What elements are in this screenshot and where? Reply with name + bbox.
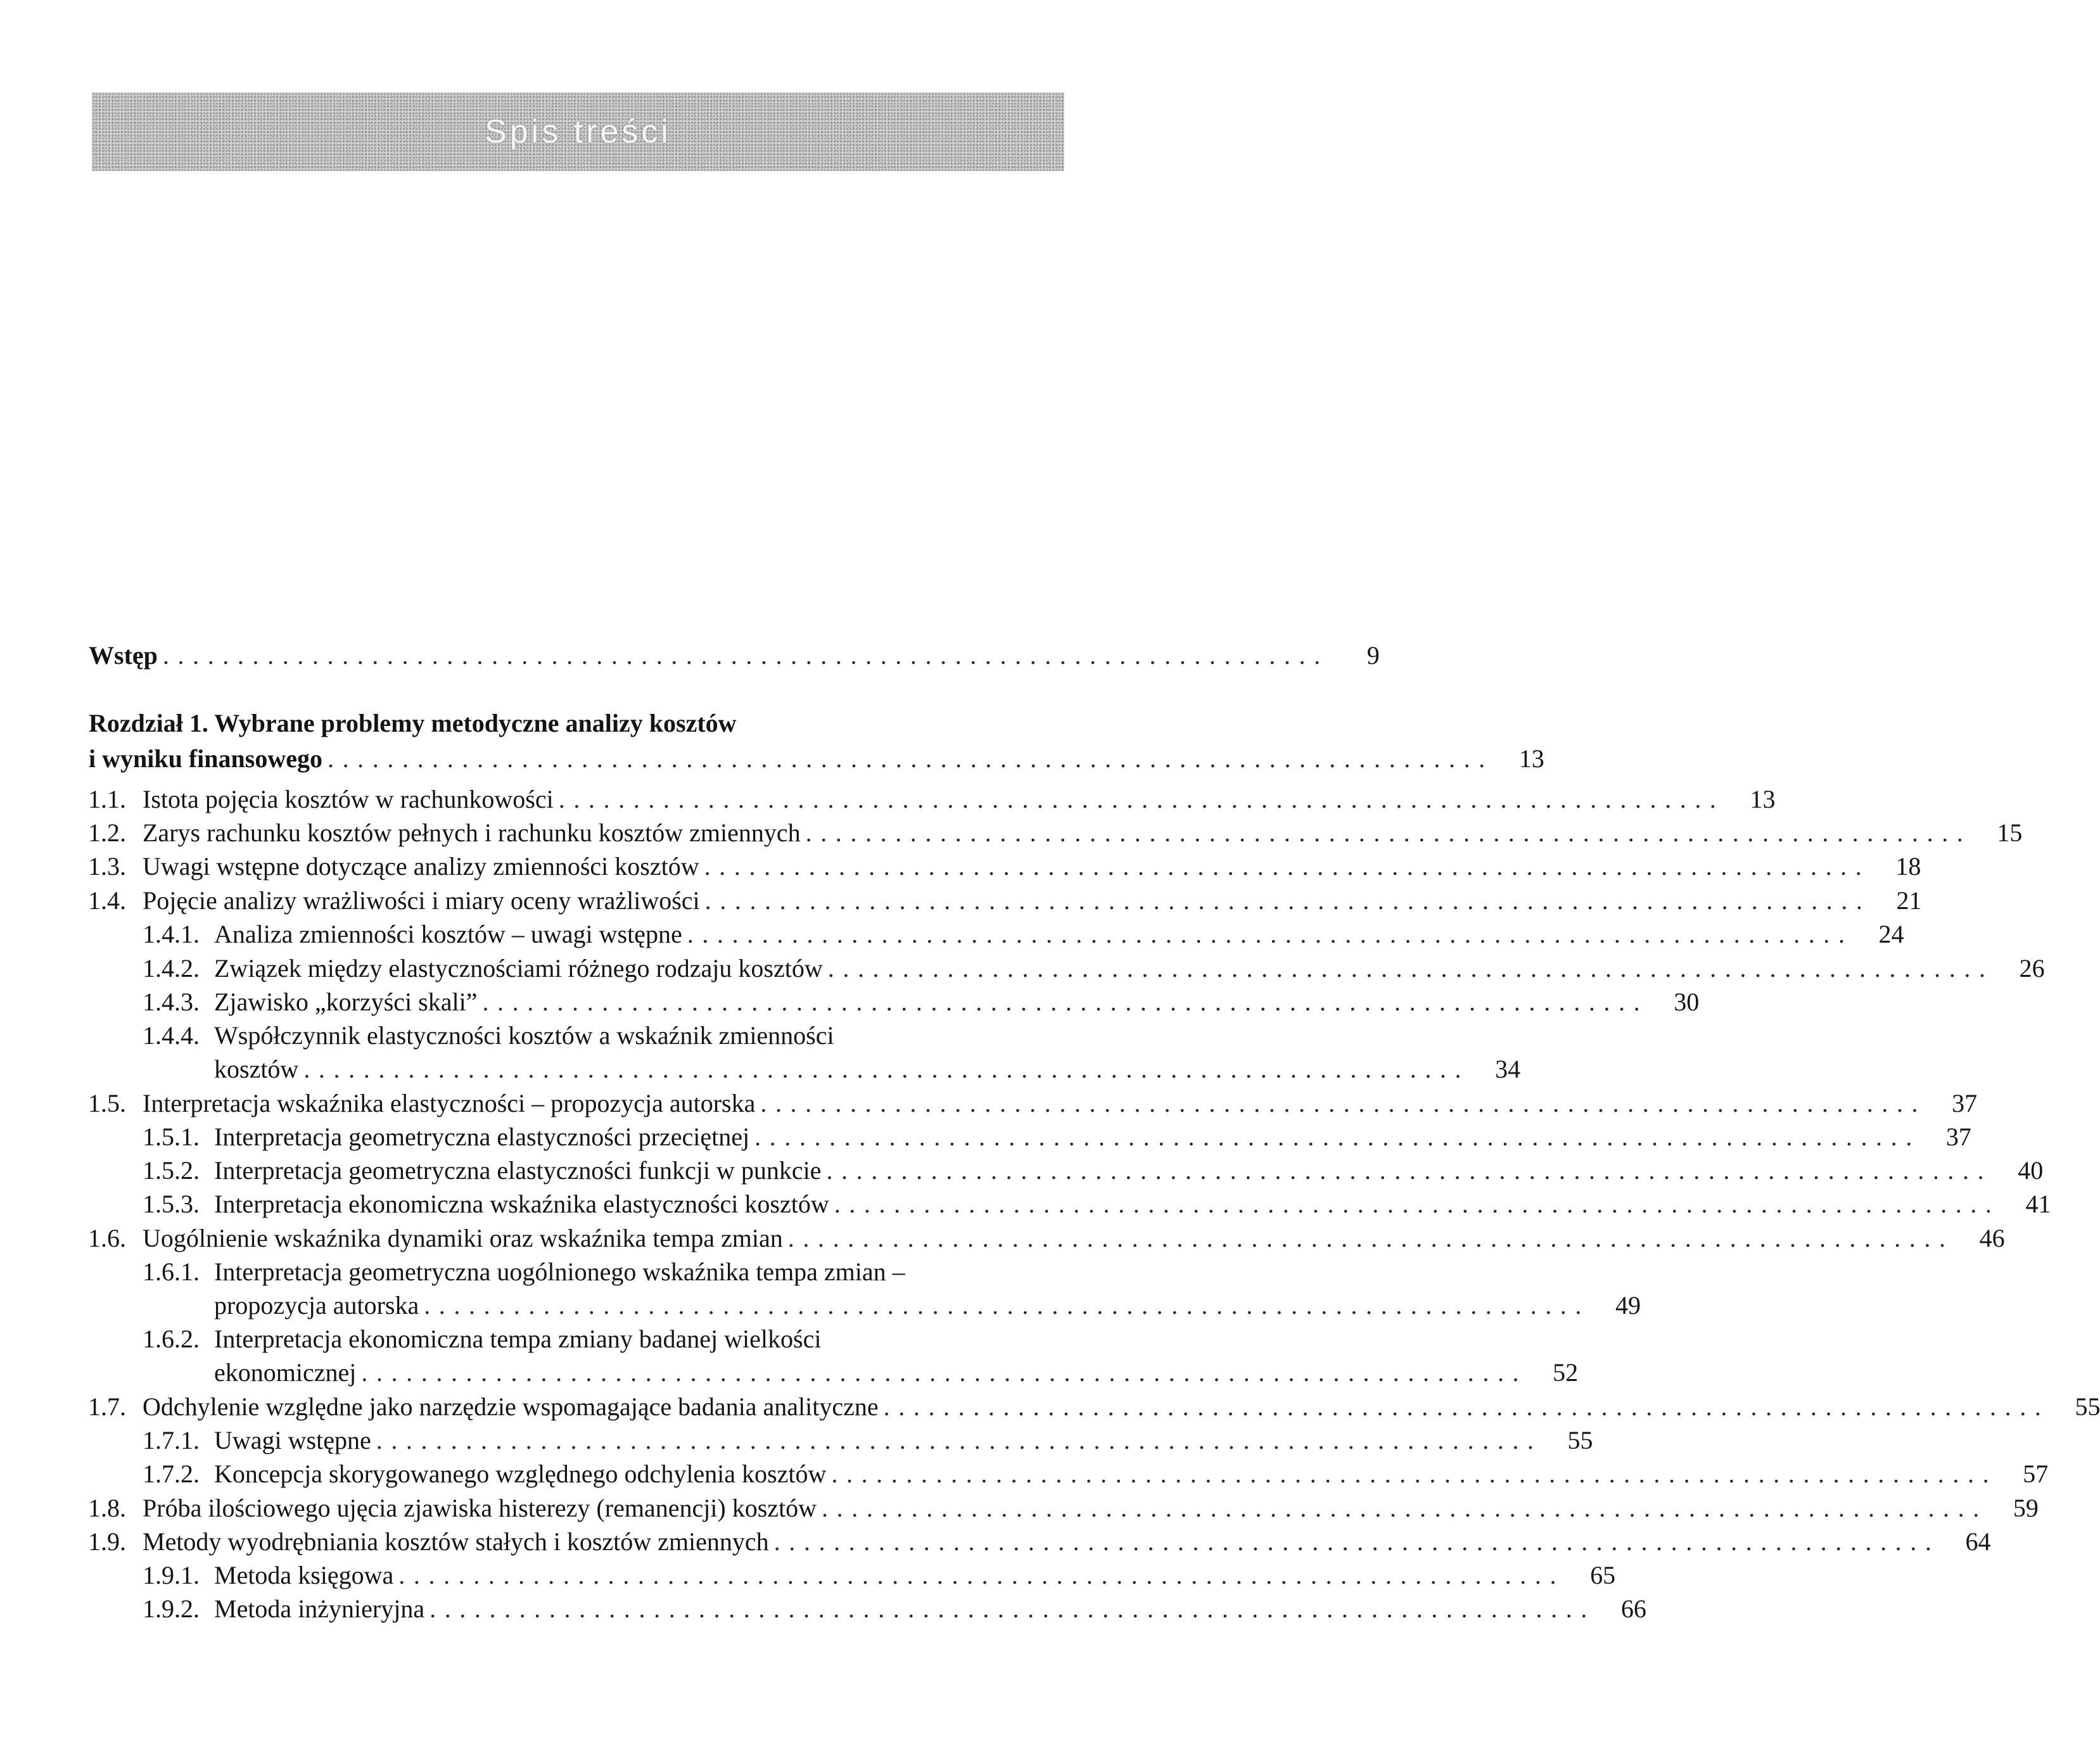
dot-leader: .............................................................................. (787, 1224, 1954, 1252)
chapter-title-line-2: i wyniku finansowego (89, 744, 322, 773)
toc-section-number: 1.6.2. (143, 1325, 200, 1353)
toc-page-number: 55 (1567, 1426, 1593, 1454)
toc-entry-1-5-3[interactable] (143, 1188, 2051, 1221)
toc-page-number: 64 (1965, 1527, 1991, 1556)
toc-section-number: 1.7.1. (143, 1426, 200, 1454)
toc-entry-title: propozycja autorska (214, 1291, 419, 1320)
toc-page-number: 37 (1945, 1123, 1971, 1151)
toc-section-number: 1.7. (88, 1392, 126, 1421)
dot-leader: .............................................................................. (424, 1291, 1591, 1320)
toc-entry-title: Analiza zmienności kosztów – uwagi wstępne (214, 920, 682, 948)
chapter-label: Rozdział 1. (89, 709, 208, 737)
toc-section-number: 1.5. (88, 1089, 126, 1117)
toc-entry-title: Interpretacja ekonomiczna wskaźnika elastyczności kosztów (214, 1190, 829, 1218)
toc-section-number: 1.1. (88, 785, 126, 813)
toc-page-number: 21 (1896, 886, 1922, 915)
toc-page-number: 40 (2018, 1156, 2044, 1185)
toc-entry-title-line-1: Interpretacja ekonomiczna tempa zmiany badanej wielkości (214, 1325, 822, 1353)
toc-page-number: 59 (2013, 1494, 2039, 1522)
toc-entry-1-6-2[interactable] (214, 1356, 1579, 1389)
toc-entry-1-7-1[interactable] (143, 1424, 1593, 1457)
contents-title: Spis treści (485, 113, 671, 150)
toc-section-number: 1.2. (88, 818, 126, 847)
toc-section-number: 1.8. (88, 1494, 126, 1522)
toc-section-number: 1.6.1. (143, 1257, 200, 1286)
toc-entry-intro[interactable] (89, 639, 1380, 672)
toc-page-number: 49 (1615, 1291, 1641, 1320)
toc-entry-title: Istota pojęcia kosztów w rachunkowości (143, 785, 554, 813)
dot-leader: .............................................................................. (327, 744, 1494, 773)
dot-leader: .............................................................................. (827, 954, 1994, 983)
toc-entry-title-line-1: Interpretacja geometryczna uogólnionego wskaźnika tempa zmian – (214, 1257, 905, 1286)
toc-entry-title: Zarys rachunku kosztów pełnych i rachunku kosztów zmiennych (143, 818, 801, 847)
toc-section-number: 1.4.2. (143, 954, 200, 983)
toc-page-number: 55 (2075, 1392, 2100, 1421)
toc-entry-title: Interpretacja geometryczna elastyczności funkcji w punkcie (214, 1156, 822, 1185)
toc-entry-1-6-2-line-1[interactable] (143, 1323, 822, 1356)
toc-page-number: 24 (1878, 920, 1904, 948)
toc-entry-1-7-2[interactable] (143, 1458, 2049, 1491)
dot-leader: .............................................................................. (430, 1594, 1596, 1623)
toc-entry-1-4-2[interactable] (143, 952, 2045, 985)
toc-entry-1-4-4[interactable] (214, 1053, 1521, 1086)
toc-entry-title: Uwagi wstępne dotyczące analizy zmienności kosztów (143, 852, 699, 881)
dot-leader: .............................................................................. (883, 1392, 2050, 1421)
toc-section-number: 1.4.4. (143, 1021, 200, 1050)
toc-entry-title: Wstęp (89, 641, 158, 670)
toc-entry-title: Próba ilościowego ujęcia zjawiska histerezy (remanencji) kosztów (143, 1494, 817, 1522)
toc-entry-title: Metoda inżynieryjna (214, 1594, 425, 1623)
toc-section-number: 1.4. (88, 886, 126, 915)
toc-entry-1-9-1[interactable] (143, 1559, 1616, 1592)
toc-entry-title-line-1: Współczynnik elastyczności kosztów a wskaźnik zmienności (214, 1021, 834, 1050)
toc-page-number: 13 (1750, 785, 1776, 813)
toc-section-number: 1.4.1. (143, 920, 200, 948)
dot-leader: .............................................................................. (482, 988, 1649, 1016)
chapter-heading-line-1[interactable] (89, 707, 737, 740)
toc-entry-title: Odchylenie względne jako narzędzie wspomagające badania analityczne (143, 1392, 879, 1421)
toc-entry-title: Uwagi wstępne (214, 1426, 371, 1454)
toc-page-number: 41 (2025, 1190, 2051, 1218)
dot-leader: .............................................................................. (558, 785, 1725, 813)
toc-page-number: 13 (1518, 744, 1544, 773)
toc-entry-title: Metody wyodrębniania kosztów stałych i kosztów zmiennych (143, 1527, 769, 1556)
dot-leader: .............................................................................. (773, 1527, 1940, 1556)
toc-section-number: 1.5.2. (143, 1156, 200, 1185)
toc-entry-1-4-3[interactable] (143, 986, 1700, 1019)
toc-section-number: 1.9.2. (143, 1594, 200, 1623)
toc-entry-title: Koncepcja skorygowanego względnego odchylenia kosztów (214, 1460, 827, 1488)
toc-page-number: 15 (1997, 818, 2023, 847)
dot-leader: .............................................................................. (760, 1089, 1927, 1117)
dot-leader: .............................................................................. (398, 1561, 1565, 1589)
toc-entry-title: Interpretacja wskaźnika elastyczności – propozycja autorska (143, 1089, 756, 1117)
toc-page-number: 30 (1674, 988, 1700, 1016)
toc-entry-1-4-1[interactable] (143, 918, 1904, 951)
toc-entry-1-3[interactable] (88, 850, 1921, 883)
toc-entry-1-9-2[interactable] (143, 1593, 1646, 1626)
toc-entry-title: Związek między elastycznościami różnego rodzaju kosztów (214, 954, 823, 983)
toc-section-number: 1.5.1. (143, 1123, 200, 1151)
toc-entry-1-6[interactable] (88, 1222, 2005, 1255)
toc-entry-1-5[interactable] (88, 1087, 1978, 1120)
toc-entry-title: kosztów (214, 1055, 299, 1083)
toc-entry-title: Interpretacja geometryczna elastyczności przeciętnej (214, 1123, 750, 1151)
dot-leader: .............................................................................. (754, 1123, 1921, 1151)
toc-page-number: 37 (1952, 1089, 1978, 1117)
toc-entry-title: Pojęcie analizy wrażliwości i miary oceny wrażliwości (143, 886, 700, 915)
toc-section-number: 1.4.3. (143, 988, 200, 1016)
dot-leader: .............................................................................. (162, 641, 1329, 670)
dot-leader: .............................................................................. (826, 1156, 1993, 1185)
toc-section-number: 1.9.1. (143, 1561, 200, 1589)
chapter-title-line-1: Wybrane problemy metodyczne analizy kosztów (214, 709, 737, 737)
toc-section-number: 1.5.3. (143, 1190, 200, 1218)
toc-entry-title: Metoda księgowa (214, 1561, 394, 1589)
toc-page-number: 9 (1366, 641, 1380, 670)
dot-leader: .............................................................................. (687, 920, 1854, 948)
toc-entry-1-6-1[interactable] (214, 1289, 1641, 1322)
toc-section-number: 1.6. (88, 1224, 126, 1252)
toc-section-number: 1.7.2. (143, 1460, 200, 1488)
dot-leader: .............................................................................. (704, 852, 1871, 881)
toc-entry-1-6-1-line-1[interactable] (143, 1256, 905, 1288)
toc-section-number: 1.9. (88, 1527, 126, 1556)
toc-page-number: 46 (1979, 1224, 2005, 1252)
toc-page-number: 66 (1620, 1594, 1646, 1623)
dot-leader: .............................................................................. (831, 1460, 1998, 1488)
toc-entry-title: ekonomicznej (214, 1358, 357, 1387)
dot-leader: .............................................................................. (704, 886, 1871, 915)
toc-entry-1-7[interactable] (88, 1390, 2100, 1423)
toc-entry-1-5-2[interactable] (143, 1154, 2044, 1187)
toc-entry-1-5-1[interactable] (143, 1121, 1971, 1154)
toc-page-number: 65 (1590, 1561, 1616, 1589)
toc-entry-1-8[interactable] (88, 1492, 2039, 1525)
dot-leader: .............................................................................. (834, 1190, 2001, 1218)
toc-entry-1-9[interactable] (88, 1525, 1991, 1558)
toc-page-number: 18 (1895, 852, 1921, 881)
toc-entry-chapter-1[interactable] (89, 742, 1544, 775)
toc-entry-1-4[interactable] (88, 884, 1922, 917)
toc-page-number: 57 (2023, 1460, 2049, 1488)
dot-leader: .............................................................................. (805, 818, 1972, 847)
toc-page-number: 34 (1495, 1055, 1521, 1083)
toc-section-number: 1.3. (88, 852, 126, 881)
toc-page-number: 52 (1553, 1358, 1579, 1387)
dot-leader: .............................................................................. (822, 1494, 1988, 1522)
dot-leader: .............................................................................. (303, 1055, 1470, 1083)
toc-entry-title: Uogólnienie wskaźnika dynamiki oraz wskaźnika tempa zmian (143, 1224, 783, 1252)
toc-entry-1-2[interactable] (88, 817, 2023, 849)
dot-leader: .............................................................................. (376, 1426, 1543, 1454)
toc-page-number: 26 (2019, 954, 2045, 983)
toc-entry-1-4-4-line-1[interactable] (143, 1019, 834, 1052)
toc-entry-1-1[interactable] (88, 783, 1776, 816)
dot-leader: .............................................................................. (361, 1358, 1528, 1387)
toc-entry-title: Zjawisko „korzyści skali” (214, 988, 478, 1016)
